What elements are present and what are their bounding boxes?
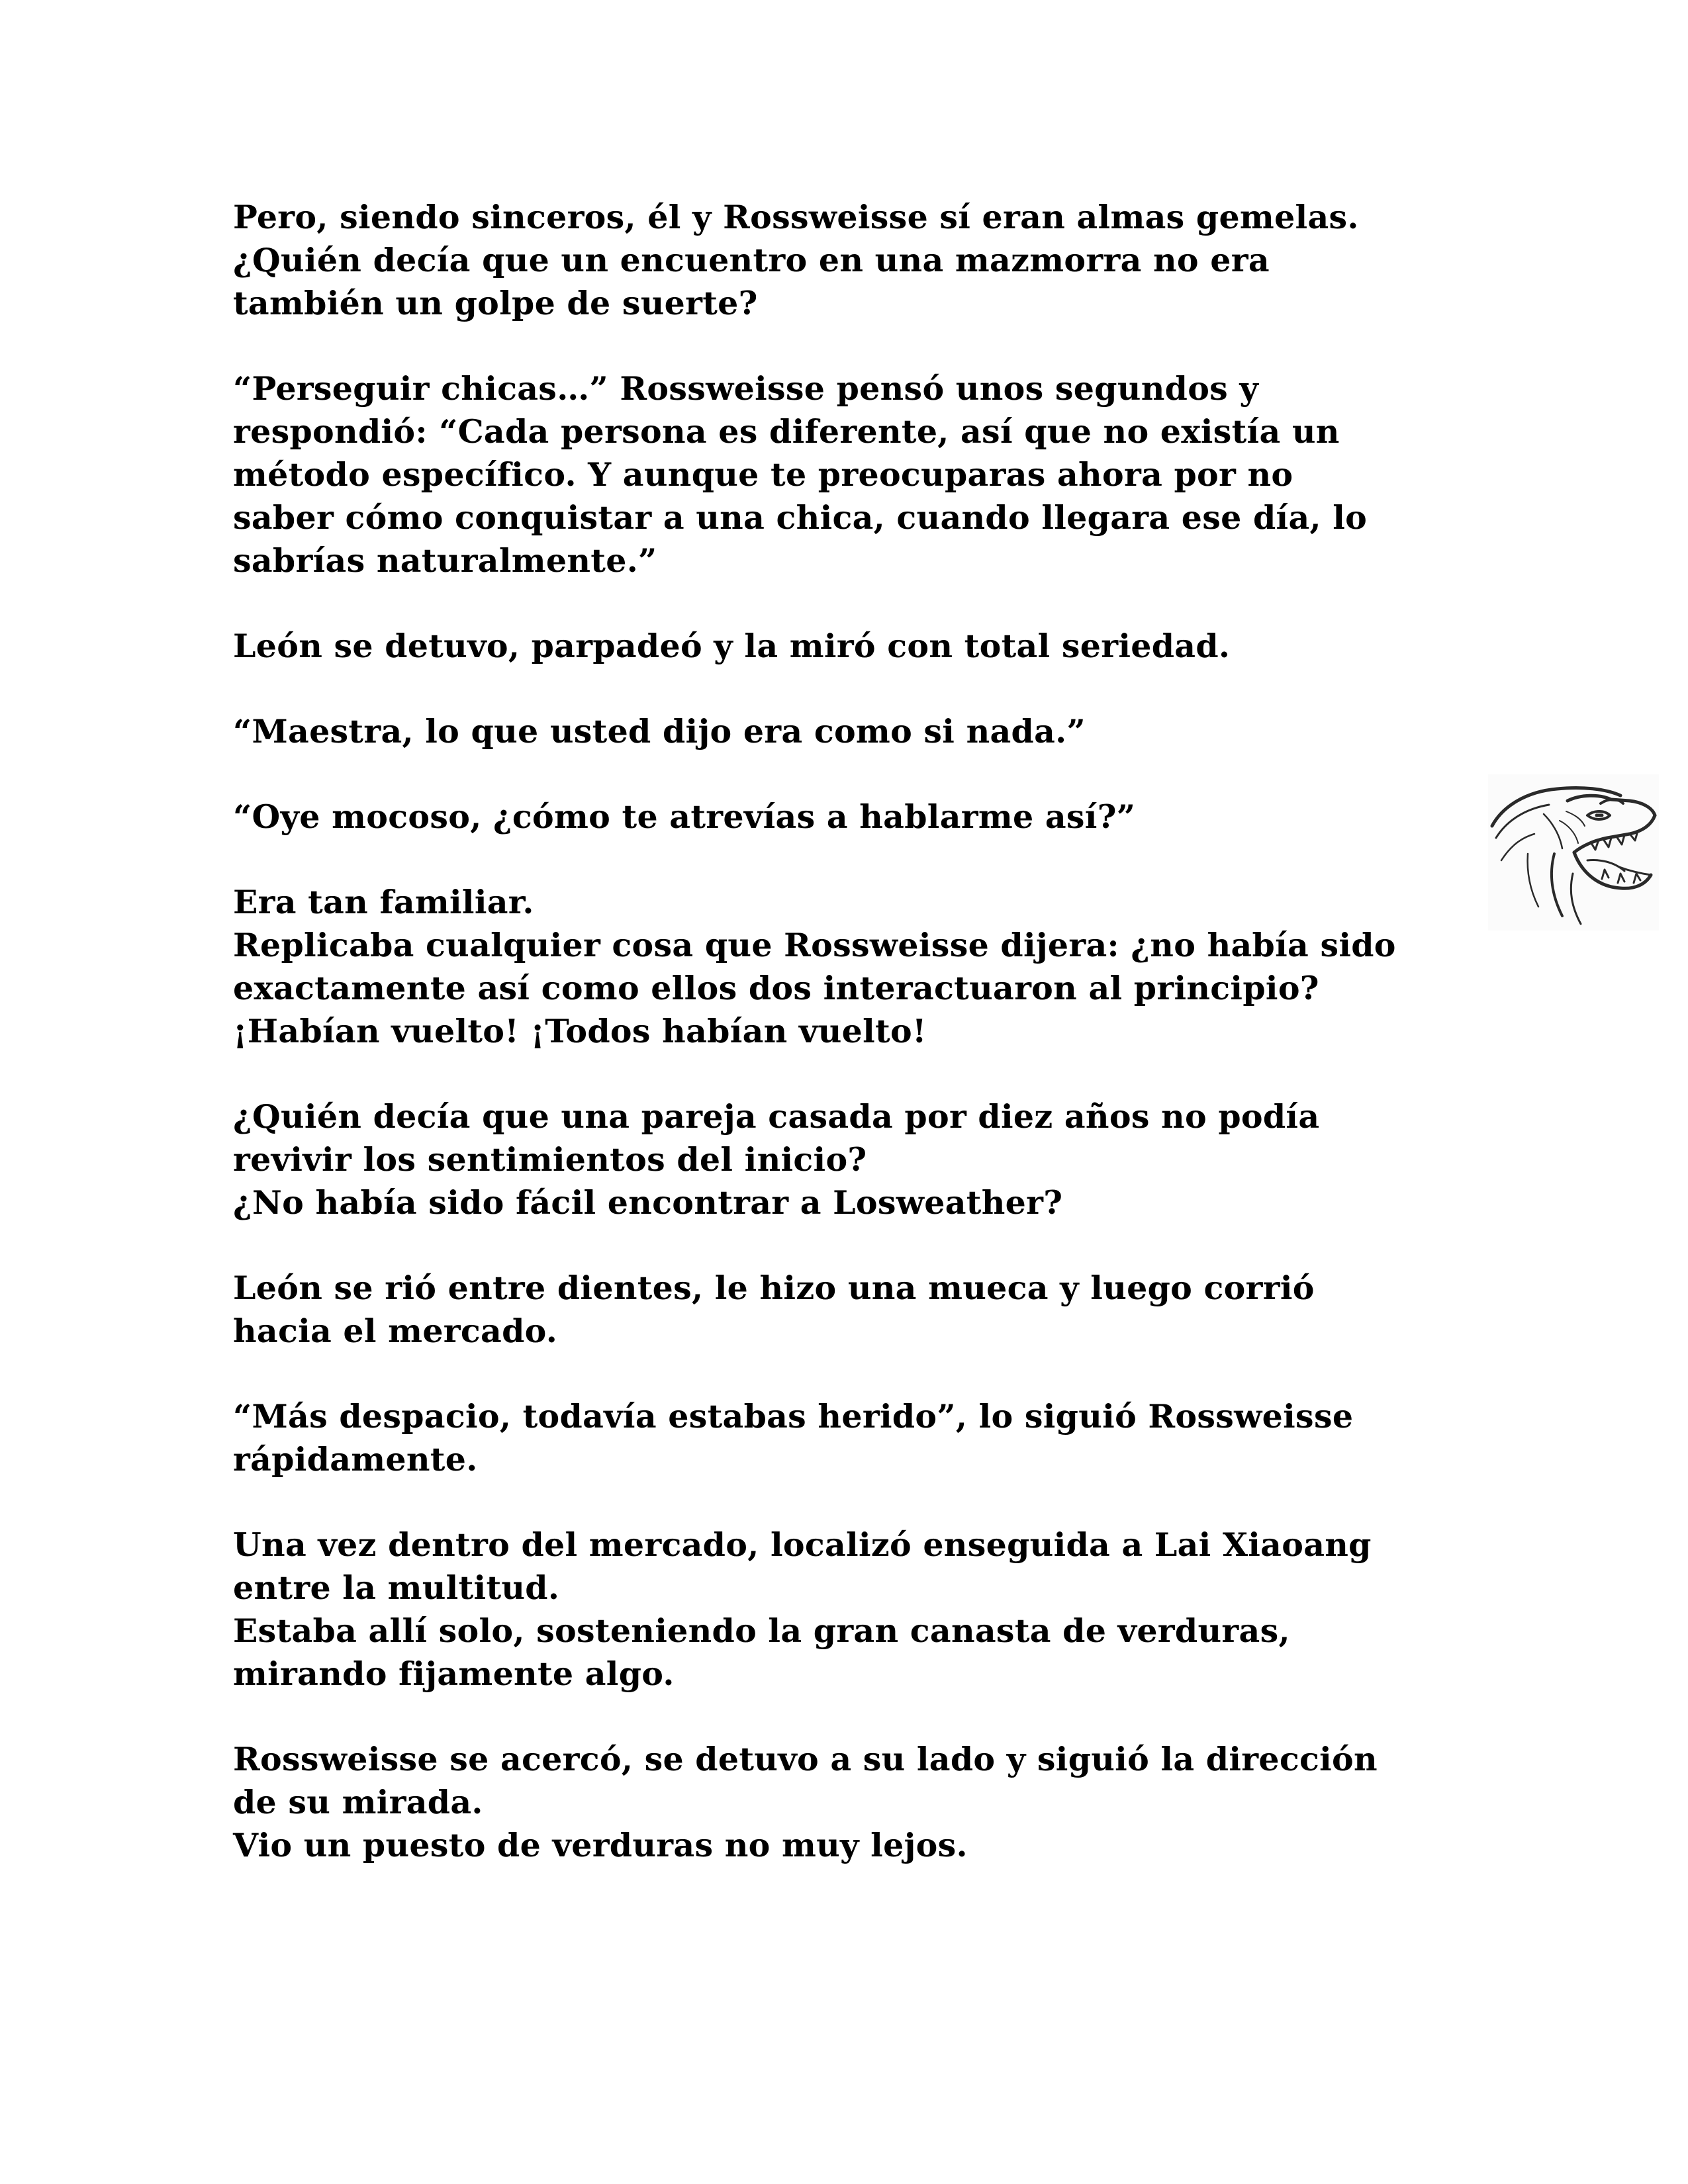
paragraph bbox=[233, 1267, 1491, 1353]
paragraph bbox=[233, 881, 1491, 1053]
text-line: “Oye mocoso, ¿cómo te atrevías a hablarme así?” bbox=[233, 797, 1136, 836]
paragraph bbox=[233, 367, 1491, 582]
text-line: también un golpe de suerte? bbox=[233, 284, 758, 322]
dinosaur-head-icon bbox=[1488, 774, 1659, 931]
text-line: hacia el mercado. bbox=[233, 1312, 558, 1350]
paragraph bbox=[233, 196, 1491, 325]
text-line: Pero, siendo sinceros, él y Rossweisse sí eran almas gemelas. bbox=[233, 198, 1359, 236]
text-line: Rossweisse se acercó, se detuvo a su lado y siguió la dirección bbox=[233, 1740, 1378, 1778]
text-line: entre la multitud. bbox=[233, 1569, 560, 1607]
text-line: Estaba allí solo, sosteniendo la gran canasta de verduras, bbox=[233, 1612, 1290, 1650]
paragraph bbox=[233, 1524, 1491, 1696]
paragraph bbox=[233, 710, 1491, 753]
paragraph bbox=[233, 625, 1491, 668]
text-line: Una vez dentro del mercado, localizó enseguida a Lai Xiaoang bbox=[233, 1525, 1372, 1564]
text-line: Replicaba cualquier cosa que Rossweisse dijera: ¿no había sido bbox=[233, 926, 1396, 964]
paragraph bbox=[233, 1095, 1491, 1224]
text-line: “Perseguir chicas…” Rossweisse pensó unos segundos y bbox=[233, 369, 1259, 408]
text-line: exactamente así como ellos dos interactuaron al principio? bbox=[233, 969, 1319, 1007]
text-line: mirando fijamente algo. bbox=[233, 1655, 675, 1693]
text-line: ¿No había sido fácil encontrar a Losweather? bbox=[233, 1183, 1063, 1222]
document-body bbox=[233, 196, 1491, 1909]
text-line: ¡Habían vuelto! ¡Todos habían vuelto! bbox=[233, 1012, 927, 1050]
text-line: ¿Quién decía que una pareja casada por diez años no podía bbox=[233, 1097, 1320, 1136]
text-line: rápidamente. bbox=[233, 1440, 478, 1479]
paragraph bbox=[233, 1738, 1491, 1867]
text-line: método específico. Y aunque te preocuparas ahora por no bbox=[233, 455, 1293, 494]
text-line: sabrías naturalmente.” bbox=[233, 541, 657, 580]
text-line: “Más despacio, todavía estabas herido”, lo siguió Rossweisse bbox=[233, 1397, 1354, 1435]
text-line: León se detuvo, parpadeó y la miró con total seriedad. bbox=[233, 627, 1231, 665]
text-line: Era tan familiar. bbox=[233, 883, 534, 921]
text-line: León se rió entre dientes, le hizo una mueca y luego corrió bbox=[233, 1269, 1315, 1307]
text-line: Vio un puesto de verduras no muy lejos. bbox=[233, 1826, 968, 1864]
text-line: “Maestra, lo que usted dijo era como si nada.” bbox=[233, 712, 1086, 751]
paragraph bbox=[233, 796, 1491, 839]
text-line: saber cómo conquistar a una chica, cuando llegara ese día, lo bbox=[233, 498, 1368, 537]
text-line: ¿Quién decía que un encuentro en una mazmorra no era bbox=[233, 241, 1270, 279]
text-line: respondió: “Cada persona es diferente, así que no existía un bbox=[233, 412, 1340, 451]
text-line: revivir los sentimientos del inicio? bbox=[233, 1140, 867, 1179]
paragraph bbox=[233, 1395, 1491, 1481]
text-line: de su mirada. bbox=[233, 1783, 483, 1821]
